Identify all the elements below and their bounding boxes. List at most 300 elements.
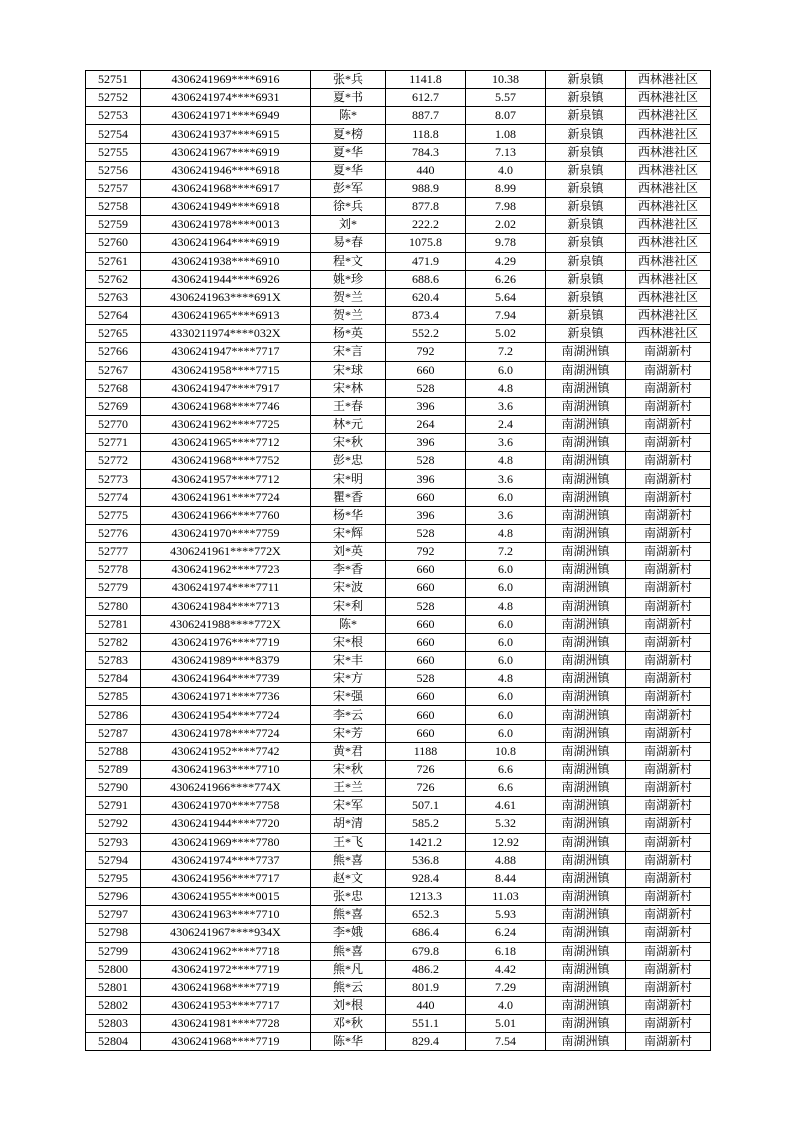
cell-name: 徐*兵 [311,198,386,216]
cell-name: 宋*明 [311,470,386,488]
cell-serial: 52777 [86,543,141,561]
cell-amount: 660 [386,688,466,706]
cell-rate: 4.88 [466,851,546,869]
cell-village: 南湖新村 [626,779,711,797]
table-row [86,198,711,216]
cell-name: 瞿*香 [311,488,386,506]
table-row [86,361,711,379]
cell-village: 南湖新村 [626,869,711,887]
cell-serial: 52804 [86,1033,141,1051]
table-row [86,488,711,506]
cell-serial: 52799 [86,942,141,960]
cell-town: 南湖洲镇 [546,361,626,379]
cell-town: 新泉镇 [546,198,626,216]
cell-rate: 3.6 [466,397,546,415]
cell-rate: 6.0 [466,688,546,706]
cell-id-number: 4306241963****7710 [141,760,311,778]
cell-serial: 52800 [86,960,141,978]
cell-id-number: 4306241978****7724 [141,724,311,742]
cell-town: 南湖洲镇 [546,524,626,542]
cell-serial: 52780 [86,597,141,615]
cell-id-number: 4306241989****8379 [141,652,311,670]
cell-serial: 52778 [86,561,141,579]
cell-serial: 52797 [86,906,141,924]
cell-rate: 7.54 [466,1033,546,1051]
cell-name: 姚*珍 [311,270,386,288]
cell-id-number: 4306241938****6910 [141,252,311,270]
cell-name: 宋*强 [311,688,386,706]
cell-amount: 1141.8 [386,71,466,89]
cell-rate: 6.6 [466,779,546,797]
cell-serial: 52752 [86,89,141,107]
cell-town: 新泉镇 [546,161,626,179]
cell-serial: 52753 [86,107,141,125]
cell-town: 新泉镇 [546,288,626,306]
cell-id-number: 4306241947****7717 [141,343,311,361]
cell-town: 南湖洲镇 [546,633,626,651]
cell-town: 南湖洲镇 [546,688,626,706]
cell-amount: 686.4 [386,924,466,942]
table-row [86,543,711,561]
cell-village: 南湖新村 [626,488,711,506]
table-row [86,452,711,470]
cell-name: 林*元 [311,415,386,433]
cell-serial: 52758 [86,198,141,216]
cell-id-number: 4306241963****691X [141,288,311,306]
cell-village: 西林港社区 [626,107,711,125]
cell-town: 新泉镇 [546,307,626,325]
table-row [86,779,711,797]
cell-amount: 440 [386,996,466,1014]
cell-village: 西林港社区 [626,252,711,270]
cell-rate: 6.0 [466,579,546,597]
cell-amount: 1213.3 [386,888,466,906]
cell-name: 刘* [311,216,386,234]
cell-amount: 396 [386,506,466,524]
cell-id-number: 4306241965****7712 [141,434,311,452]
table-row [86,924,711,942]
cell-amount: 660 [386,615,466,633]
cell-rate: 6.26 [466,270,546,288]
cell-rate: 7.94 [466,307,546,325]
table-row [86,615,711,633]
cell-id-number: 4306241974****7737 [141,851,311,869]
cell-town: 南湖洲镇 [546,434,626,452]
cell-amount: 928.4 [386,869,466,887]
table-row [86,742,711,760]
cell-town: 南湖洲镇 [546,924,626,942]
table-row [86,579,711,597]
cell-serial: 52781 [86,615,141,633]
cell-name: 王*兰 [311,779,386,797]
cell-village: 南湖新村 [626,797,711,815]
cell-amount: 829.4 [386,1033,466,1051]
cell-serial: 52763 [86,288,141,306]
cell-town: 新泉镇 [546,234,626,252]
cell-rate: 8.44 [466,869,546,887]
cell-id-number: 4306241970****7758 [141,797,311,815]
cell-town: 南湖洲镇 [546,724,626,742]
cell-village: 南湖新村 [626,996,711,1014]
table-row [86,506,711,524]
table-row [86,252,711,270]
table-row [86,288,711,306]
cell-town: 南湖洲镇 [546,779,626,797]
cell-rate: 6.0 [466,724,546,742]
cell-village: 西林港社区 [626,288,711,306]
table-row [86,270,711,288]
cell-name: 贺*兰 [311,307,386,325]
cell-id-number: 4306241966****774X [141,779,311,797]
cell-village: 南湖新村 [626,833,711,851]
cell-name: 杨*英 [311,325,386,343]
cell-id-number: 4306241963****7710 [141,906,311,924]
cell-amount: 507.1 [386,797,466,815]
cell-amount: 528 [386,452,466,470]
cell-amount: 222.2 [386,216,466,234]
cell-name: 熊*云 [311,978,386,996]
cell-amount: 528 [386,379,466,397]
cell-town: 南湖洲镇 [546,960,626,978]
cell-rate: 4.0 [466,161,546,179]
cell-serial: 52798 [86,924,141,942]
table-row [86,397,711,415]
cell-village: 南湖新村 [626,470,711,488]
cell-id-number: 4306241957****7712 [141,470,311,488]
cell-name: 夏*书 [311,89,386,107]
table-row [86,869,711,887]
cell-rate: 4.8 [466,597,546,615]
cell-name: 夏*榜 [311,125,386,143]
cell-id-number: 4306241949****6918 [141,198,311,216]
cell-name: 李*云 [311,706,386,724]
cell-town: 新泉镇 [546,270,626,288]
cell-amount: 660 [386,633,466,651]
cell-serial: 52788 [86,742,141,760]
cell-village: 南湖新村 [626,742,711,760]
cell-amount: 726 [386,760,466,778]
table-row [86,325,711,343]
cell-town: 新泉镇 [546,252,626,270]
table-row [86,942,711,960]
records-table-body [86,71,711,1051]
cell-amount: 612.7 [386,89,466,107]
cell-id-number: 4306241968****6917 [141,179,311,197]
cell-town: 南湖洲镇 [546,652,626,670]
table-row [86,760,711,778]
cell-town: 新泉镇 [546,179,626,197]
cell-id-number: 4306241969****7780 [141,833,311,851]
cell-rate: 6.18 [466,942,546,960]
cell-name: 张*忠 [311,888,386,906]
cell-amount: 1188 [386,742,466,760]
cell-town: 新泉镇 [546,125,626,143]
cell-town: 新泉镇 [546,325,626,343]
cell-town: 南湖洲镇 [546,833,626,851]
cell-amount: 792 [386,543,466,561]
cell-name: 彭*军 [311,179,386,197]
table-row [86,470,711,488]
cell-village: 西林港社区 [626,198,711,216]
cell-village: 南湖新村 [626,579,711,597]
cell-village: 南湖新村 [626,652,711,670]
cell-village: 南湖新村 [626,978,711,996]
cell-id-number: 4306241958****7715 [141,361,311,379]
cell-name: 杨*华 [311,506,386,524]
cell-town: 南湖洲镇 [546,906,626,924]
table-row [86,125,711,143]
table-row [86,307,711,325]
cell-village: 南湖新村 [626,597,711,615]
cell-village: 西林港社区 [626,325,711,343]
cell-name: 贺*兰 [311,288,386,306]
cell-amount: 679.8 [386,942,466,960]
cell-name: 宋*辉 [311,524,386,542]
cell-serial: 52782 [86,633,141,651]
cell-rate: 7.2 [466,343,546,361]
cell-serial: 52769 [86,397,141,415]
cell-amount: 660 [386,724,466,742]
table-row [86,561,711,579]
cell-name: 宋*言 [311,343,386,361]
table-row [86,524,711,542]
table-row [86,597,711,615]
cell-village: 南湖新村 [626,670,711,688]
table-row [86,71,711,89]
table-row [86,379,711,397]
cell-village: 南湖新村 [626,760,711,778]
cell-serial: 52784 [86,670,141,688]
cell-village: 西林港社区 [626,270,711,288]
cell-rate: 6.0 [466,633,546,651]
cell-village: 西林港社区 [626,307,711,325]
cell-rate: 12.92 [466,833,546,851]
cell-name: 胡*清 [311,815,386,833]
cell-town: 南湖洲镇 [546,488,626,506]
cell-town: 南湖洲镇 [546,742,626,760]
cell-id-number: 4330211974****032X [141,325,311,343]
cell-serial: 52770 [86,415,141,433]
cell-id-number: 4306241961****772X [141,543,311,561]
cell-village: 西林港社区 [626,71,711,89]
cell-amount: 1075.8 [386,234,466,252]
cell-name: 刘*英 [311,543,386,561]
table-row [86,670,711,688]
cell-amount: 551.1 [386,1015,466,1033]
cell-serial: 52757 [86,179,141,197]
table-row [86,216,711,234]
table-row [86,906,711,924]
cell-rate: 1.08 [466,125,546,143]
cell-village: 西林港社区 [626,89,711,107]
cell-serial: 52794 [86,851,141,869]
cell-amount: 1421.2 [386,833,466,851]
table-row [86,724,711,742]
cell-amount: 877.8 [386,198,466,216]
cell-id-number: 4306241981****7728 [141,1015,311,1033]
cell-name: 宋*利 [311,597,386,615]
cell-rate: 7.29 [466,978,546,996]
cell-rate: 11.03 [466,888,546,906]
cell-amount: 988.9 [386,179,466,197]
cell-serial: 52766 [86,343,141,361]
cell-serial: 52771 [86,434,141,452]
cell-name: 王*飞 [311,833,386,851]
cell-name: 宋*芳 [311,724,386,742]
cell-town: 南湖洲镇 [546,888,626,906]
cell-town: 南湖洲镇 [546,561,626,579]
cell-rate: 6.0 [466,561,546,579]
cell-serial: 52756 [86,161,141,179]
cell-town: 南湖洲镇 [546,1015,626,1033]
cell-rate: 7.13 [466,143,546,161]
cell-serial: 52765 [86,325,141,343]
cell-amount: 528 [386,524,466,542]
cell-id-number: 4306241968****7719 [141,978,311,996]
cell-rate: 5.01 [466,1015,546,1033]
cell-name: 王*春 [311,397,386,415]
cell-village: 南湖新村 [626,888,711,906]
cell-name: 夏*华 [311,161,386,179]
cell-name: 易*春 [311,234,386,252]
cell-village: 南湖新村 [626,524,711,542]
cell-id-number: 4306241964****6919 [141,234,311,252]
cell-id-number: 4306241952****7742 [141,742,311,760]
table-row [86,688,711,706]
cell-name: 宋*根 [311,633,386,651]
cell-serial: 52764 [86,307,141,325]
cell-name: 陈*华 [311,1033,386,1051]
cell-serial: 52774 [86,488,141,506]
cell-id-number: 4306241968****7746 [141,397,311,415]
cell-amount: 660 [386,579,466,597]
cell-amount: 585.2 [386,815,466,833]
cell-amount: 784.3 [386,143,466,161]
table-row [86,415,711,433]
cell-rate: 2.4 [466,415,546,433]
cell-village: 南湖新村 [626,633,711,651]
cell-id-number: 4306241968****7752 [141,452,311,470]
cell-name: 熊*喜 [311,942,386,960]
cell-village: 南湖新村 [626,924,711,942]
table-row [86,179,711,197]
cell-name: 陈* [311,107,386,125]
cell-village: 南湖新村 [626,615,711,633]
cell-id-number: 4306241947****7917 [141,379,311,397]
table-row [86,1033,711,1051]
table-row [86,143,711,161]
cell-village: 南湖新村 [626,906,711,924]
cell-id-number: 4306241967****934X [141,924,311,942]
cell-town: 南湖洲镇 [546,470,626,488]
cell-amount: 887.7 [386,107,466,125]
cell-town: 南湖洲镇 [546,452,626,470]
cell-rate: 10.38 [466,71,546,89]
table-row [86,434,711,452]
cell-village: 西林港社区 [626,179,711,197]
cell-amount: 801.9 [386,978,466,996]
cell-amount: 536.8 [386,851,466,869]
cell-town: 新泉镇 [546,89,626,107]
cell-amount: 471.9 [386,252,466,270]
cell-name: 宋*波 [311,579,386,597]
cell-serial: 52785 [86,688,141,706]
cell-town: 南湖洲镇 [546,996,626,1014]
cell-name: 程*文 [311,252,386,270]
cell-rate: 10.8 [466,742,546,760]
cell-serial: 52801 [86,978,141,996]
cell-id-number: 4306241946****6918 [141,161,311,179]
cell-town: 南湖洲镇 [546,760,626,778]
table-row [86,343,711,361]
cell-id-number: 4306241954****7724 [141,706,311,724]
cell-rate: 4.42 [466,960,546,978]
cell-village: 西林港社区 [626,216,711,234]
cell-town: 南湖洲镇 [546,615,626,633]
cell-amount: 660 [386,706,466,724]
cell-id-number: 4306241971****7736 [141,688,311,706]
cell-town: 南湖洲镇 [546,397,626,415]
table-row [86,960,711,978]
cell-id-number: 4306241971****6949 [141,107,311,125]
table-row [86,633,711,651]
table-row [86,833,711,851]
cell-name: 宋*秋 [311,434,386,452]
cell-amount: 792 [386,343,466,361]
cell-name: 宋*丰 [311,652,386,670]
table-row [86,888,711,906]
cell-rate: 3.6 [466,506,546,524]
cell-name: 李*香 [311,561,386,579]
cell-rate: 6.0 [466,361,546,379]
cell-town: 新泉镇 [546,71,626,89]
table-row [86,851,711,869]
cell-rate: 8.07 [466,107,546,125]
cell-serial: 52789 [86,760,141,778]
cell-id-number: 4306241968****7719 [141,1033,311,1051]
table-row [86,815,711,833]
cell-village: 南湖新村 [626,415,711,433]
cell-rate: 6.0 [466,615,546,633]
cell-serial: 52779 [86,579,141,597]
cell-village: 西林港社区 [626,234,711,252]
cell-serial: 52787 [86,724,141,742]
cell-village: 南湖新村 [626,379,711,397]
cell-town: 南湖洲镇 [546,343,626,361]
table-row [86,161,711,179]
cell-id-number: 4306241962****7718 [141,942,311,960]
cell-village: 南湖新村 [626,815,711,833]
cell-village: 西林港社区 [626,125,711,143]
cell-id-number: 4306241944****7720 [141,815,311,833]
cell-amount: 264 [386,415,466,433]
cell-serial: 52772 [86,452,141,470]
cell-amount: 688.6 [386,270,466,288]
cell-name: 熊*喜 [311,851,386,869]
cell-town: 南湖洲镇 [546,506,626,524]
cell-id-number: 4306241962****7725 [141,415,311,433]
cell-id-number: 4306241988****772X [141,615,311,633]
cell-serial: 52754 [86,125,141,143]
cell-serial: 52795 [86,869,141,887]
cell-village: 南湖新村 [626,724,711,742]
cell-town: 南湖洲镇 [546,579,626,597]
cell-town: 新泉镇 [546,216,626,234]
cell-village: 南湖新村 [626,434,711,452]
cell-village: 南湖新村 [626,1015,711,1033]
cell-name: 熊*凡 [311,960,386,978]
cell-amount: 660 [386,488,466,506]
